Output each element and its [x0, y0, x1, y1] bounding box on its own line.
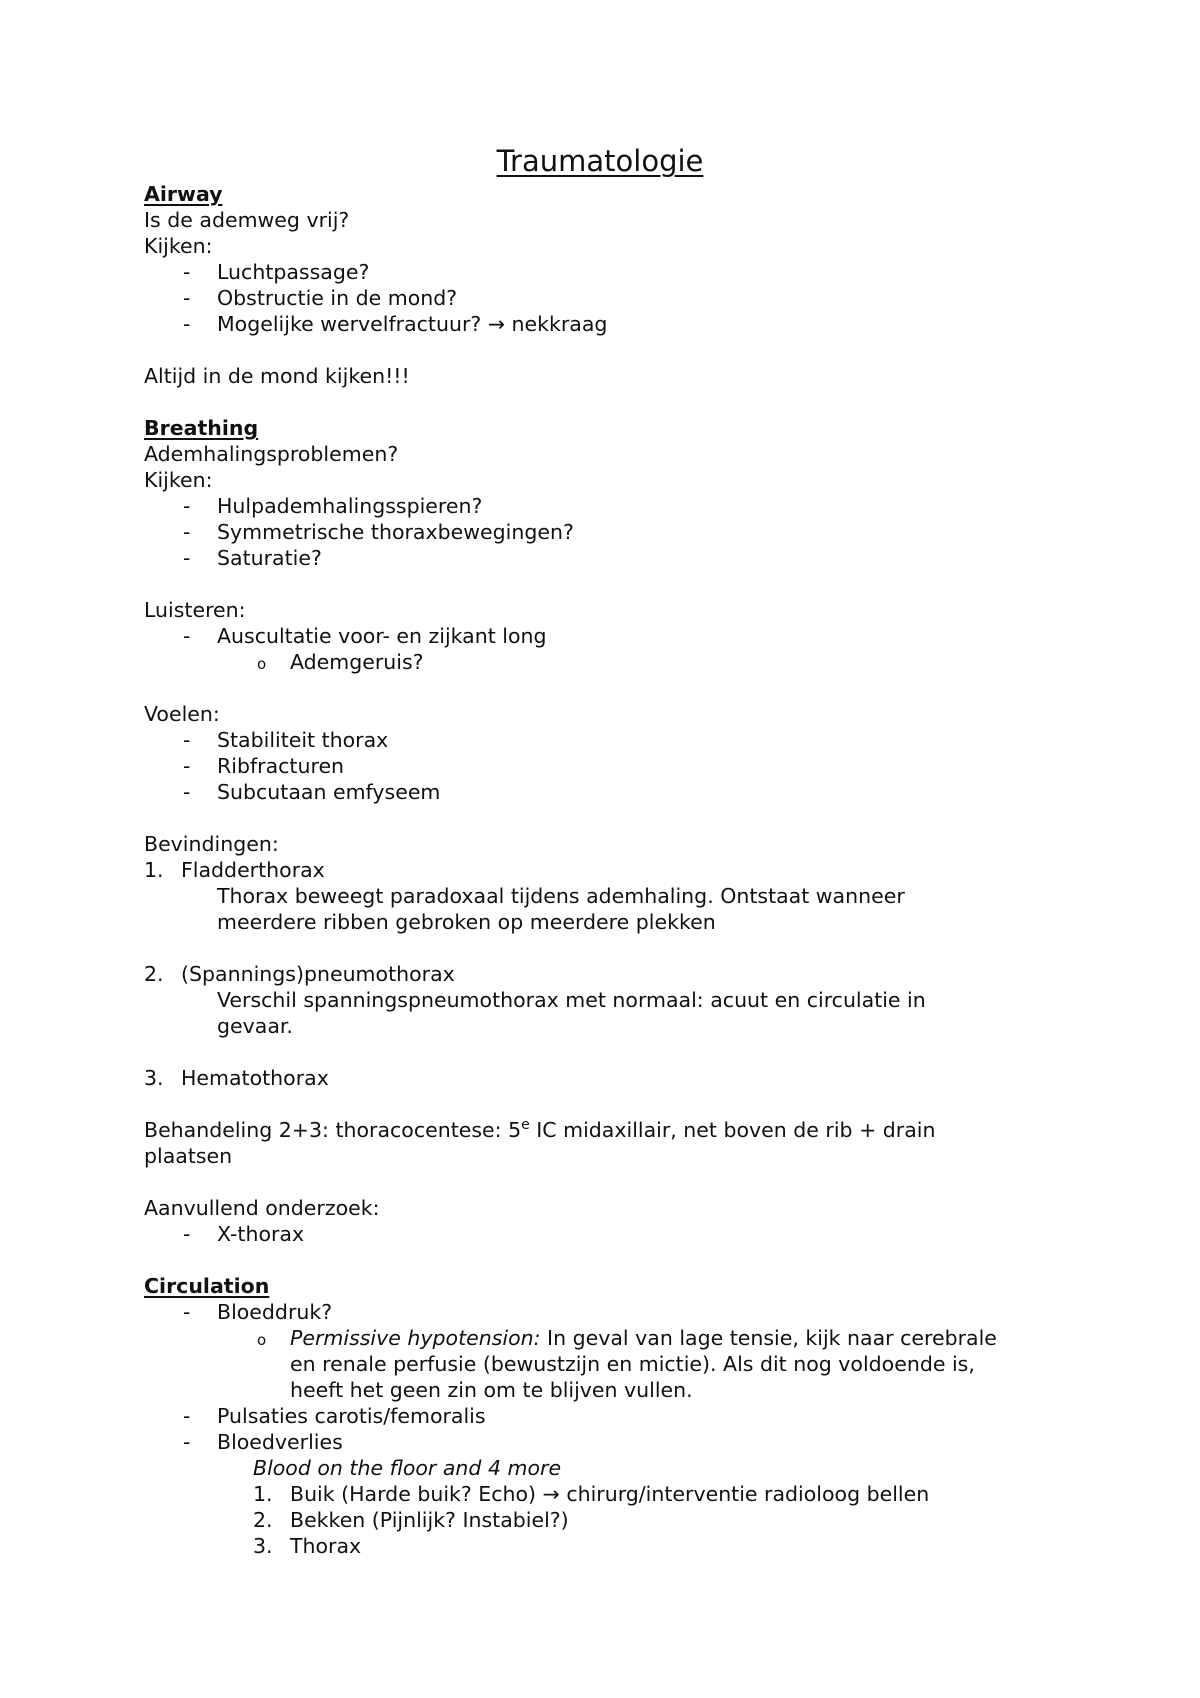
breathing-heading: Breathing	[144, 416, 259, 440]
list-dash: -	[183, 260, 191, 284]
page-title: Traumatologie	[496, 144, 704, 178]
behandeling-text-line2: plaatsen	[144, 1144, 233, 1168]
list-dash: -	[183, 286, 191, 310]
blood-list-number: 1.	[253, 1482, 273, 1506]
permissive-text: Permissive hypotension: In geval van lage tensie, kijk naar cerebrale	[290, 1326, 997, 1350]
airway-kijken-label: Kijken:	[144, 234, 213, 258]
finding-description: Verschil spanningspneumothorax met normaal: acuut en circulatie in	[217, 988, 926, 1012]
blood-list-number: 3.	[253, 1534, 273, 1558]
aanvullend-label: Aanvullend onderzoek:	[144, 1196, 380, 1220]
finding-name: Hematothorax	[181, 1066, 329, 1090]
list-item: Stabiliteit thorax	[217, 728, 389, 752]
list-dash: -	[183, 1404, 191, 1428]
blood-list-item: Thorax	[290, 1534, 362, 1558]
list-item: Luchtpassage?	[217, 260, 370, 284]
bullet-icon: o	[257, 1331, 267, 1349]
blood-note: Blood on the floor and 4 more	[253, 1456, 562, 1480]
list-dash: -	[183, 546, 191, 570]
list-item: Saturatie?	[217, 546, 322, 570]
list-item: Ribfracturen	[217, 754, 345, 778]
list-item: Mogelijke wervelfractuur? → nekkraag	[217, 312, 608, 336]
luisteren-label: Luisteren:	[144, 598, 246, 622]
airway-note: Altijd in de mond kijken!!!	[144, 364, 410, 388]
list-item: Hulpademhalingsspieren?	[217, 494, 483, 518]
behandeling-text: Behandeling 2+3: thoracocentese: 5e IC midaxillair, net boven de rib + drain	[144, 1117, 936, 1142]
list-dash: -	[183, 780, 191, 804]
finding-description: gevaar.	[217, 1014, 293, 1038]
list-dash: -	[183, 624, 191, 648]
bullet-icon: o	[257, 655, 267, 673]
finding-description: Thorax beweegt paradoxaal tijdens ademhaling. Ontstaat wanneer	[217, 884, 905, 908]
list-subitem: Ademgeruis?	[290, 650, 424, 674]
permissive-text-line3: heeft het geen zin om te blijven vullen.	[290, 1378, 693, 1402]
blood-list-item: Bekken (Pijnlijk? Instabiel?)	[290, 1508, 569, 1532]
blood-list-number: 2.	[253, 1508, 273, 1532]
list-dash: -	[183, 520, 191, 544]
finding-number: 1.	[144, 858, 164, 882]
list-dash: -	[183, 312, 191, 336]
list-dash: -	[183, 728, 191, 752]
list-dash: -	[183, 1430, 191, 1454]
list-item: Obstructie in de mond?	[217, 286, 458, 310]
finding-description: meerdere ribben gebroken op meerdere plekken	[217, 910, 716, 934]
arrow-icon: →	[542, 1482, 560, 1506]
list-dash: -	[183, 1222, 191, 1246]
bevindingen-label: Bevindingen:	[144, 832, 279, 856]
list-dash: -	[183, 494, 191, 518]
breathing-question: Ademhalingsproblemen?	[144, 442, 399, 466]
blood-list-item: Buik (Harde buik? Echo) → chirurg/interventie radioloog bellen	[290, 1482, 930, 1506]
circulation-heading: Circulation	[144, 1274, 270, 1298]
list-dash: -	[183, 754, 191, 778]
finding-name: (Spannings)pneumothorax	[181, 962, 455, 986]
arrow-icon: →	[487, 312, 505, 336]
voelen-label: Voelen:	[144, 702, 220, 726]
finding-number: 3.	[144, 1066, 164, 1090]
airway-heading: Airway	[144, 182, 223, 206]
list-dash: -	[183, 1300, 191, 1324]
list-item: Pulsaties carotis/femoralis	[217, 1404, 486, 1428]
list-item: Auscultatie voor- en zijkant long	[217, 624, 547, 648]
airway-question: Is de ademweg vrij?	[144, 208, 350, 232]
list-item: Subcutaan emfyseem	[217, 780, 441, 804]
list-item: Bloedverlies	[217, 1430, 343, 1454]
list-item: Symmetrische thoraxbewegingen?	[217, 520, 574, 544]
finding-name: Fladderthorax	[181, 858, 325, 882]
permissive-text-line2: en renale perfusie (bewustzijn en mictie). Als dit nog voldoende is,	[290, 1352, 975, 1376]
list-item: X-thorax	[217, 1222, 305, 1246]
list-item: Bloeddruk?	[217, 1300, 333, 1324]
breathing-kijken-label: Kijken:	[144, 468, 213, 492]
finding-number: 2.	[144, 962, 164, 986]
